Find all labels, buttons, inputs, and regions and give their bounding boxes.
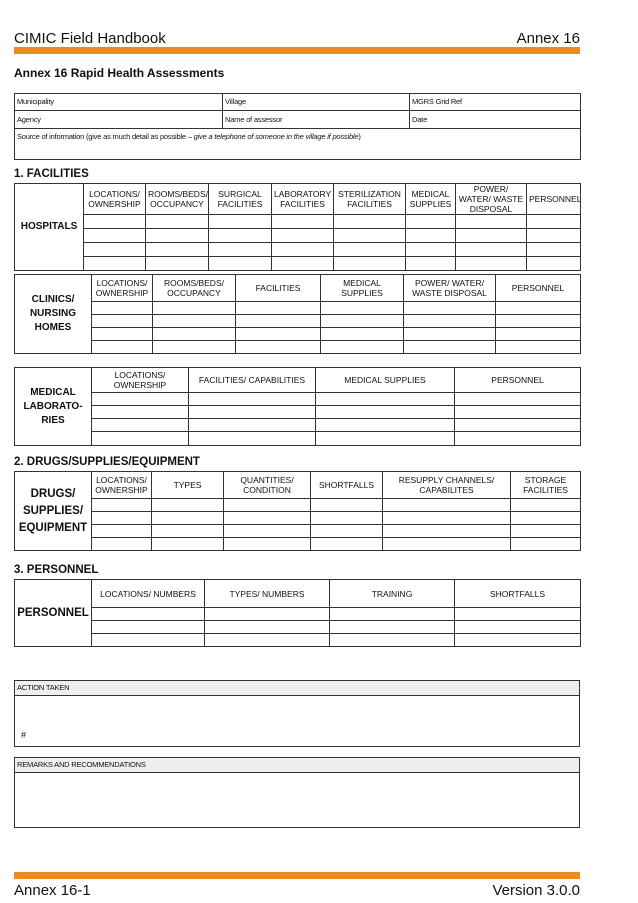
cell[interactable] <box>511 512 581 525</box>
cell[interactable] <box>455 608 581 621</box>
cell[interactable] <box>152 525 224 538</box>
cell[interactable] <box>496 341 581 354</box>
cell[interactable] <box>383 538 511 551</box>
cell[interactable] <box>321 315 404 328</box>
remarks-label: REMARKS AND RECOMMENDATIONS <box>15 758 580 773</box>
cell[interactable] <box>84 229 146 243</box>
cell[interactable] <box>334 229 406 243</box>
remarks-box <box>14 757 580 828</box>
cell[interactable] <box>153 341 236 354</box>
cell[interactable] <box>236 315 321 328</box>
annex-number: Annex 16 <box>516 30 580 47</box>
cell[interactable] <box>153 302 236 315</box>
cell[interactable] <box>92 406 189 419</box>
cell[interactable] <box>92 393 189 406</box>
cell[interactable] <box>316 419 455 432</box>
cell[interactable] <box>205 608 330 621</box>
cell[interactable] <box>146 243 209 257</box>
personnel-label: PERSONNEL <box>15 580 92 647</box>
version-label: Version 3.0.0 <box>492 882 580 899</box>
col-header: LOCATIONS/ NUMBERS <box>92 580 205 608</box>
cell[interactable] <box>272 215 334 229</box>
cell[interactable] <box>334 243 406 257</box>
cell[interactable] <box>152 499 224 512</box>
cell[interactable] <box>316 432 455 446</box>
col-header: RESUPPLY CHANNELS/ CAPABILITES <box>383 472 511 499</box>
cell[interactable] <box>404 302 496 315</box>
remarks-field[interactable] <box>15 773 580 828</box>
cell[interactable] <box>383 499 511 512</box>
date-field[interactable]: Date <box>410 111 581 129</box>
col-header: SHORTFALLS <box>311 472 383 499</box>
col-header: TYPES <box>152 472 224 499</box>
cell[interactable] <box>456 257 527 271</box>
section-facilities-title: 1. FACILITIES <box>14 168 89 180</box>
cell[interactable] <box>92 621 205 634</box>
drugs-table <box>14 471 581 551</box>
labs-label: MEDICAL LABORATO-RIES <box>15 368 92 446</box>
cell[interactable] <box>404 341 496 354</box>
col-header: ROOMS/BEDS/ OCCUPANCY <box>153 275 236 302</box>
cell[interactable] <box>92 512 152 525</box>
col-header: MEDICAL SUPPLIES <box>406 184 456 215</box>
col-header: ROOMS/BEDS/ OCCUPANCY <box>146 184 209 215</box>
cell[interactable] <box>455 393 581 406</box>
col-header: POWER/ WATER/ WASTE DISPOSAL <box>456 184 527 215</box>
col-header: MEDICAL SUPPLIES <box>316 368 455 393</box>
col-header: LOCATIONS/ OWNERSHIP <box>92 275 153 302</box>
cell[interactable] <box>511 499 581 512</box>
col-header: PERSONNEL <box>496 275 581 302</box>
personnel-table <box>14 579 581 647</box>
cell[interactable] <box>209 257 272 271</box>
cell[interactable] <box>334 257 406 271</box>
clinics-label: CLINICS/ NURSING HOMES <box>15 275 92 354</box>
grid-ref-field[interactable]: MGRS Grid Ref <box>410 94 581 111</box>
col-header: LOCATIONS/ OWNERSHIP <box>84 184 146 215</box>
cell[interactable] <box>236 302 321 315</box>
cell[interactable] <box>84 257 146 271</box>
cell[interactable] <box>272 243 334 257</box>
cell[interactable] <box>84 243 146 257</box>
col-header: SHORTFALLS <box>455 580 581 608</box>
cell[interactable] <box>404 328 496 341</box>
cell[interactable] <box>92 302 153 315</box>
cell[interactable] <box>153 328 236 341</box>
cell[interactable] <box>92 315 153 328</box>
cell[interactable] <box>224 499 311 512</box>
cell[interactable] <box>189 406 316 419</box>
cell[interactable] <box>496 315 581 328</box>
col-header: LOCATIONS/ OWNERSHIP <box>92 368 189 393</box>
cell[interactable] <box>92 341 153 354</box>
col-header: LOCATIONS/ OWNERSHIP <box>92 472 152 499</box>
col-header: PERSONNEL <box>455 368 581 393</box>
cell[interactable] <box>330 634 455 647</box>
cell[interactable] <box>146 229 209 243</box>
cell[interactable] <box>383 512 511 525</box>
cell[interactable] <box>496 302 581 315</box>
drugs-label: DRUGS/ SUPPLIES/ EQUIPMENT <box>15 472 92 551</box>
cell[interactable] <box>272 257 334 271</box>
cell[interactable] <box>321 302 404 315</box>
cell[interactable] <box>205 634 330 647</box>
cell[interactable] <box>92 419 189 432</box>
assessor-field[interactable]: Name of assessor <box>223 111 410 129</box>
cell[interactable] <box>205 621 330 634</box>
page-footer <box>14 872 580 899</box>
cell[interactable] <box>146 257 209 271</box>
cell[interactable] <box>334 215 406 229</box>
cell[interactable] <box>527 229 581 243</box>
source-field[interactable] <box>15 129 581 160</box>
source-hint: give a telephone of someone in the village if possible <box>193 132 359 141</box>
cell[interactable] <box>330 621 455 634</box>
col-header: POWER/ WATER/ WASTE DISPOSAL <box>404 275 496 302</box>
cell[interactable] <box>456 215 527 229</box>
page-header <box>14 30 580 54</box>
cell[interactable] <box>152 512 224 525</box>
action-taken-label: ACTION TAKEN <box>15 681 580 696</box>
col-header: FACILITIES/ CAPABILITIES <box>189 368 316 393</box>
action-taken-box <box>14 680 580 747</box>
cell[interactable] <box>406 257 456 271</box>
cell[interactable] <box>92 432 189 446</box>
cell[interactable] <box>511 538 581 551</box>
cell[interactable] <box>152 538 224 551</box>
cell[interactable] <box>311 499 383 512</box>
cell[interactable] <box>321 328 404 341</box>
cell[interactable] <box>527 215 581 229</box>
labs-table <box>14 367 581 446</box>
cell[interactable] <box>153 315 236 328</box>
cell[interactable] <box>455 406 581 419</box>
cell[interactable] <box>209 229 272 243</box>
col-header: MEDICAL SUPPLIES <box>321 275 404 302</box>
cell[interactable] <box>92 538 152 551</box>
cell[interactable] <box>92 499 152 512</box>
cell[interactable] <box>146 215 209 229</box>
cell[interactable] <box>406 215 456 229</box>
cell[interactable] <box>316 393 455 406</box>
cell[interactable] <box>455 419 581 432</box>
cell[interactable] <box>511 525 581 538</box>
cell[interactable] <box>84 215 146 229</box>
cell[interactable] <box>455 634 581 647</box>
cell[interactable] <box>224 538 311 551</box>
cell[interactable] <box>404 315 496 328</box>
col-header: STERILIZATION FACILITIES <box>334 184 406 215</box>
cell[interactable] <box>383 525 511 538</box>
cell[interactable] <box>406 229 456 243</box>
source-end: ) <box>358 132 361 141</box>
cell[interactable] <box>236 328 321 341</box>
col-header: PERSONNEL <box>527 184 581 215</box>
col-header: TYPES/ NUMBERS <box>205 580 330 608</box>
cell[interactable] <box>92 608 205 621</box>
col-header: TRAINING <box>330 580 455 608</box>
col-header: SURGICAL FACILITIES <box>209 184 272 215</box>
source-label: Source of information (give as much detail as possible – <box>17 132 194 141</box>
clinics-table <box>14 274 581 354</box>
col-header: LABORATORY FACILITIES <box>272 184 334 215</box>
cell[interactable] <box>189 419 316 432</box>
cell[interactable] <box>330 608 455 621</box>
cell[interactable] <box>92 634 205 647</box>
action-taken-field[interactable]: # <box>15 696 580 747</box>
page-number: Annex 16-1 <box>14 882 91 899</box>
hospitals-label: HOSPITALS <box>15 184 84 271</box>
cell[interactable] <box>406 243 456 257</box>
assessment-info-table <box>14 93 581 160</box>
agency-field[interactable]: Agency <box>15 111 223 129</box>
cell[interactable] <box>527 243 581 257</box>
cell[interactable] <box>311 538 383 551</box>
cell[interactable] <box>321 341 404 354</box>
cell[interactable] <box>527 257 581 271</box>
cell[interactable] <box>92 525 152 538</box>
cell[interactable] <box>224 525 311 538</box>
cell[interactable] <box>272 229 334 243</box>
cell[interactable] <box>456 243 527 257</box>
village-field[interactable]: Village <box>223 94 410 111</box>
cell[interactable] <box>209 215 272 229</box>
cell[interactable] <box>455 621 581 634</box>
cell[interactable] <box>496 328 581 341</box>
col-header: STORAGE FACILITIES <box>511 472 581 499</box>
handbook-title: CIMIC Field Handbook <box>14 30 166 47</box>
cell[interactable] <box>456 229 527 243</box>
cell[interactable] <box>189 393 316 406</box>
cell[interactable] <box>189 432 316 446</box>
cell[interactable] <box>455 432 581 446</box>
cell[interactable] <box>316 406 455 419</box>
cell[interactable] <box>236 341 321 354</box>
document-title: Annex 16 Rapid Health Assessments <box>14 66 225 80</box>
cell[interactable] <box>311 512 383 525</box>
cell[interactable] <box>92 328 153 341</box>
col-header: QUANTITIES/ CONDITION <box>224 472 311 499</box>
hospitals-table <box>14 183 581 271</box>
col-header: FACILITIES <box>236 275 321 302</box>
section-personnel-title: 3. PERSONNEL <box>14 564 99 576</box>
cell[interactable] <box>209 243 272 257</box>
cell[interactable] <box>311 525 383 538</box>
section-drugs-title: 2. DRUGS/SUPPLIES/EQUIPMENT <box>14 456 200 468</box>
municipality-field[interactable]: Municipality <box>15 94 223 111</box>
cell[interactable] <box>224 512 311 525</box>
